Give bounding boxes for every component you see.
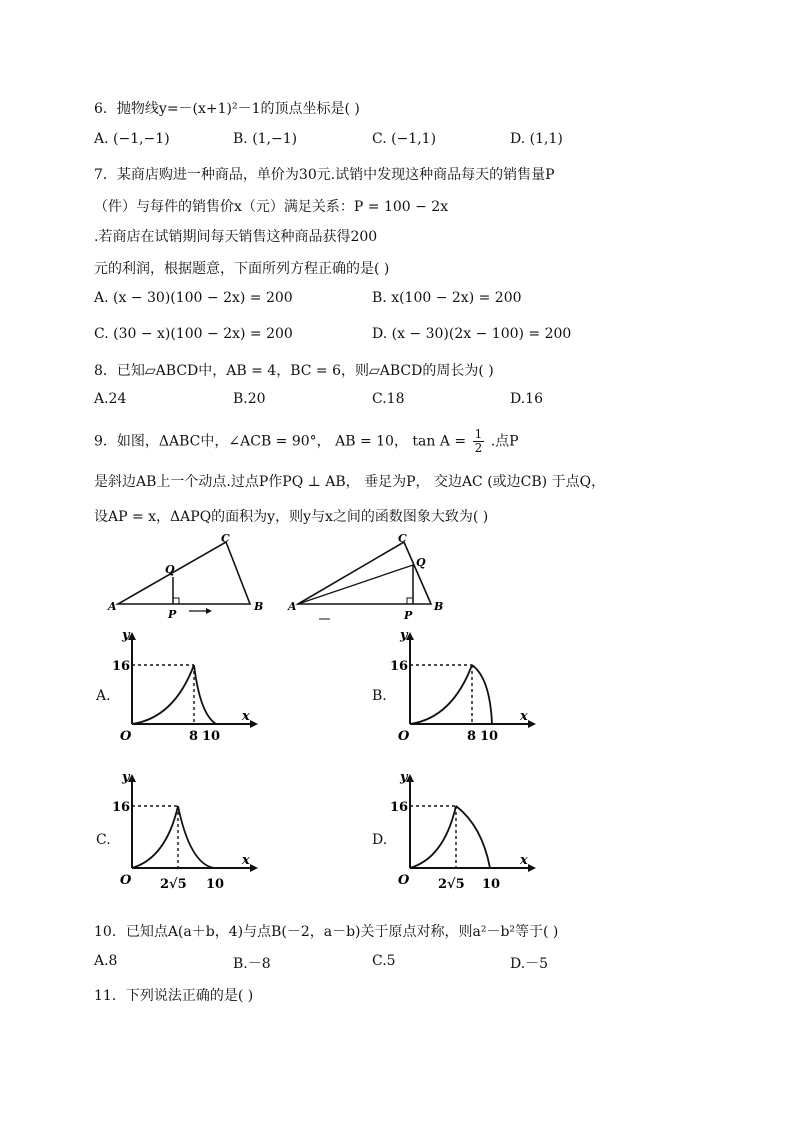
q8-option-c: C.18 <box>372 391 405 407</box>
graph-option-a <box>112 628 262 748</box>
q7-option-d: D. (x − 30)(2x − 100) = 200 <box>372 326 572 342</box>
q6-option-a: A. (−1,−1) <box>94 131 170 147</box>
q9-option-c-label: C. <box>96 832 111 848</box>
tick-y-16: 16 <box>112 659 131 674</box>
tick-y-16: 16 <box>390 800 409 815</box>
tick-x-10: 10 <box>480 729 499 744</box>
origin-label: O <box>120 729 132 744</box>
q10-option-d: D.－5 <box>510 956 549 972</box>
tick-x-10: 10 <box>202 729 221 744</box>
q9-line1-b: .点P <box>490 433 519 450</box>
label-a: A <box>108 600 117 613</box>
axis-x-label: x <box>520 853 528 868</box>
axis-y-label: y <box>400 628 408 643</box>
q6-option-c: C. (−1,1) <box>372 131 437 147</box>
graph-option-b <box>390 628 540 748</box>
label-a: A <box>288 600 297 613</box>
q10-option-a: A.8 <box>94 953 118 969</box>
q7-option-b: B. x(100 − 2x) = 200 <box>372 290 522 306</box>
q6-option-b: B. (1,−1) <box>233 131 298 147</box>
label-c: C <box>398 532 407 545</box>
axis-y-label: y <box>122 770 130 785</box>
axis-x-label: x <box>520 709 528 724</box>
q9-fraction-num: 1 <box>474 427 483 441</box>
origin-label: O <box>398 729 410 744</box>
q7-option-c: C. (30 − x)(100 − 2x) = 200 <box>94 326 293 342</box>
label-b: B <box>434 600 444 613</box>
q9-line1-a: 9．如图，ΔABC中，∠ACB = 90°， AB = 10， tan A = <box>94 433 467 450</box>
q11-stem: 11．下列说法正确的是( ) <box>94 988 254 1004</box>
label-q: Q <box>165 563 175 576</box>
origin-label: O <box>398 873 410 888</box>
tick-x-2sqrt5: 2√5 <box>160 877 187 892</box>
q6-stem: 6．抛物线y=－(x+1)²－1的顶点坐标是( ) <box>94 101 360 117</box>
q8-option-d: D.16 <box>510 391 543 407</box>
triangle-figure-2 <box>286 532 466 627</box>
q7-line3: .若商店在试销期间每天销售这种商品获得200 <box>94 229 378 245</box>
q7-line2: （件）与每件的销售价x（元）满足关系：P = 100 − 2x <box>94 199 449 215</box>
tick-x-8: 8 <box>189 729 199 744</box>
graph-option-c <box>112 770 262 895</box>
tick-y-16: 16 <box>112 800 131 815</box>
label-p: P <box>168 608 177 621</box>
q7-line1: 7．某商店购进一种商品，单价为30元.试销中发现这种商品每天的销售量P <box>94 167 555 183</box>
tick-x-10: 10 <box>206 877 225 892</box>
label-p: P <box>404 609 413 622</box>
q9-option-d-label: D. <box>372 832 388 848</box>
q8-stem: 8．已知▱ABCD中，AB = 4，BC = 6，则▱ABCD的周长为( ) <box>94 363 494 379</box>
q8-option-b: B.20 <box>233 391 266 407</box>
q7-option-a: A. (x − 30)(100 − 2x) = 200 <box>94 290 293 306</box>
q9-line1 <box>94 428 519 455</box>
q10-option-c: C.5 <box>372 953 396 969</box>
q9-option-a-label: A. <box>96 688 111 704</box>
axis-x-label: x <box>242 709 250 724</box>
q9-fraction <box>473 428 485 455</box>
q6-option-d: D. (1,1) <box>510 131 563 147</box>
graph-option-d <box>390 770 540 895</box>
q9-line3: 设AP = x，ΔAPQ的面积为y，则y与x之间的函数图象大致为( ) <box>94 509 489 525</box>
tick-x-2sqrt5: 2√5 <box>438 877 465 892</box>
axis-x-label: x <box>242 853 250 868</box>
q8-option-a: A.24 <box>94 391 127 407</box>
origin-label: O <box>120 873 132 888</box>
label-b: B <box>254 600 264 613</box>
q10-option-b: B.－8 <box>233 956 271 972</box>
q10-stem: 10．已知点A(a＋b，4)与点B(－2，a－b)关于原点对称，则a²－b²等于( ) <box>94 924 559 940</box>
q9-line2: 是斜边AB上一个动点.过点P作PQ ⊥ AB， 垂足为P， 交边AC (或边CB) 于点Q， <box>94 474 606 490</box>
tick-x-8: 8 <box>467 729 477 744</box>
q9-fraction-den: 2 <box>474 441 483 455</box>
axis-y-label: y <box>400 770 408 785</box>
q7-line4: 元的利润，根据题意，下面所列方程正确的是( ) <box>94 261 390 277</box>
axis-y-label: y <box>122 628 130 643</box>
label-c: C <box>221 534 230 545</box>
tick-y-16: 16 <box>390 659 409 674</box>
q9-option-b-label: B. <box>372 688 387 704</box>
tick-x-10: 10 <box>482 877 501 892</box>
label-q: Q <box>416 556 426 569</box>
triangle-figure-1 <box>106 534 286 624</box>
